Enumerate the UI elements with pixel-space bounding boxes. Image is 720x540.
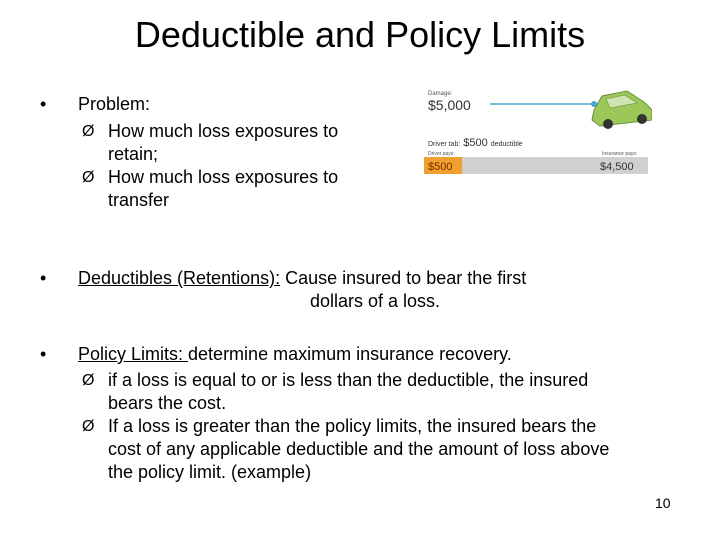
car-icon [592, 91, 652, 129]
insurance-pays-value: $4,500 [600, 161, 634, 173]
driver-tab-label: Driver tab: [428, 141, 461, 148]
problem-item-2-line-2: transfer [108, 190, 170, 210]
arrow-bullet-icon: Ø [82, 372, 95, 389]
policy-item-2-line-1: If a loss is greater than the policy limits, the insured bears the [108, 416, 597, 436]
problem-item-2-line-1: How much loss exposures to [108, 167, 339, 187]
arrow-bullet-icon: Ø [82, 169, 95, 186]
page-number: 10 [655, 495, 671, 511]
bullet-problem-label: Problem: [78, 94, 151, 114]
bullet-dot: • [40, 344, 47, 364]
deductible-label: deductible [490, 141, 523, 148]
bullet-deductibles-line-2: dollars of a loss. [310, 291, 441, 311]
damage-value: $5,000 [428, 97, 471, 113]
bullet-dot: • [40, 268, 47, 288]
policy-item-2-line-2: cost of any applicable deductible and the amount of loss above [108, 439, 610, 459]
driver-tab-value: $500 [463, 137, 488, 149]
driver-pays-label: Driver pays: [428, 151, 455, 157]
slide-title: Deductible and Policy Limits [134, 14, 586, 55]
damage-label: Damage: [428, 91, 453, 97]
problem-item-1-line-1: How much loss exposures to [108, 121, 339, 141]
deductibles-text: Cause insured to bear the first [280, 268, 527, 288]
driver-tab-line [428, 137, 523, 149]
policy-item-2-line-3: the policy limit. (example) [108, 462, 312, 482]
policy-limits-term: Policy Limits: [78, 344, 189, 364]
policy-limits-text: determine maximum insurance recovery. [188, 344, 512, 364]
arrow-bullet-icon: Ø [82, 123, 95, 140]
deductible-illustration [422, 80, 652, 180]
bullet-policy-limits-line [78, 343, 512, 366]
policy-item-1-line-2: bears the cost. [108, 393, 227, 413]
problem-item-1-line-2: retain; [108, 144, 159, 164]
insurance-pays-label: Insurance pays: [602, 151, 638, 157]
deductibles-term: Deductibles (Retentions): [78, 268, 281, 288]
deductible-illustration-svg [422, 80, 652, 180]
bullet-dot: • [40, 94, 47, 114]
driver-pays-value: $500 [428, 161, 453, 173]
bullet-deductibles-line-1 [78, 267, 526, 290]
arrow-bullet-icon: Ø [82, 418, 95, 435]
policy-item-1-line-1: if a loss is equal to or is less than the deductible, the insured [108, 370, 589, 390]
